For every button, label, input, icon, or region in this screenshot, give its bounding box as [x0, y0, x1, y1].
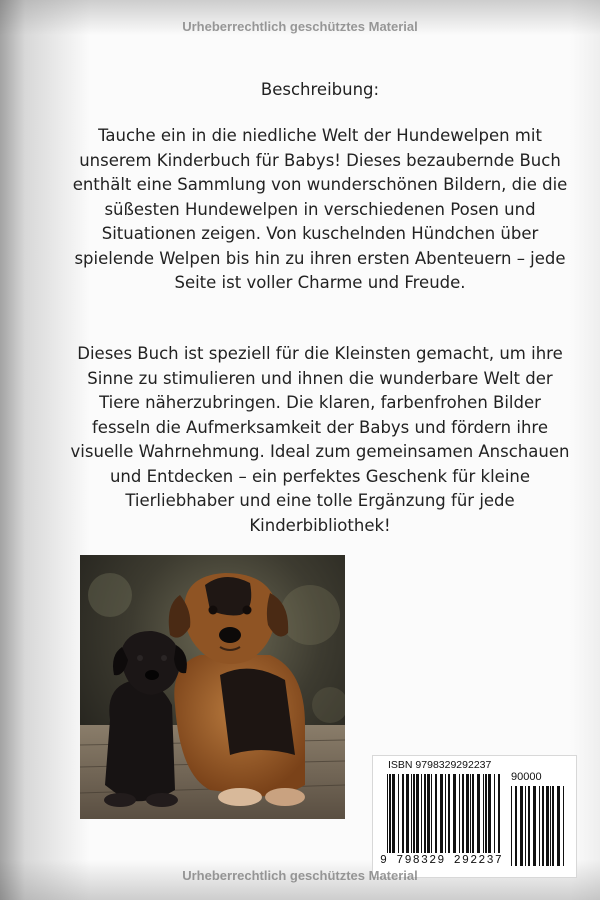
- description-paragraph-2: Dieses Buch ist speziell für die Kleinsten gemacht, um ihre Sinne zu stimulieren und ihnen die wunderbare Welt der Tiere näherzubringen. Die klaren, farbenfrohen Bilder fesseln die Aufmerksamkeit der Babys und fördern ihre visuelle Wahrnehmung. Ideal zum gemeinsamen Anschauen und Entdecken – ein perfektes Geschenk für kleine Tierliebhaber und eine tolle Ergänzung für jede Kinderbibliothek!: [70, 344, 570, 535]
- barcode-bar: [542, 786, 544, 866]
- isbn-label: ISBN 9798329292237: [388, 759, 492, 771]
- barcode-bar: [453, 774, 456, 853]
- price-code: 90000: [511, 771, 542, 783]
- barcode-bar: [470, 774, 471, 853]
- barcode-bar: [406, 774, 409, 853]
- barcode-bar: [550, 786, 551, 866]
- barcode-bar: [416, 774, 419, 853]
- barcode-bar: [477, 774, 480, 853]
- barcode-bar: [424, 774, 426, 853]
- barcode-bar: [392, 774, 395, 853]
- barcode-bar: [485, 774, 487, 853]
- copyright-watermark-top: Urheberrechtlich geschütztes Material: [182, 19, 418, 34]
- barcode-bar: [398, 774, 399, 853]
- barcode-bar: [402, 774, 404, 853]
- barcode-bar: [552, 786, 554, 866]
- barcode-bar: [483, 774, 484, 853]
- barcode-bar: [448, 774, 450, 853]
- barcode-bar: [546, 786, 549, 866]
- barcode-bar: [520, 786, 523, 866]
- isbn-barcode: [372, 755, 577, 878]
- barcode-bar: [427, 774, 430, 853]
- barcode-bar: [431, 774, 432, 853]
- barcode-bar: [528, 786, 530, 866]
- barcode-bar: [488, 774, 491, 853]
- copyright-watermark-bottom: Urheberrechtlich geschütztes Material: [182, 868, 418, 883]
- barcode-bar: [494, 774, 495, 853]
- barcode-bar: [511, 786, 512, 866]
- description-paragraph-1: Tauche ein in die niedliche Welt der Hundewelpen mit unserem Kinderbuch für Babys! Dieses bezaubernde Buch enthält eine Sammlung von wunderschönen Bildern, die die süßesten Hundewelpen in verschiedenen Posen und Situationen zeigen. Von kuschelnden Hündchen über spielende Welpen bis hin zu ihren ersten Abenteuern – jede Seite ist voller Charme und Freude.: [72, 126, 568, 292]
- barcode-bar: [498, 774, 500, 853]
- barcode-bar: [466, 774, 469, 853]
- barcode-bar: [435, 774, 437, 853]
- ean-digits: 9 798329 292237: [380, 854, 504, 867]
- description-heading: Beschreibung:: [260, 80, 380, 99]
- barcode-bar: [421, 774, 422, 853]
- barcode-bar: [413, 774, 415, 853]
- barcode-bar: [389, 774, 391, 853]
- barcode-bar: [387, 774, 388, 853]
- barcode-bar: [515, 786, 517, 866]
- barcode-bar: [445, 774, 446, 853]
- barcode-bar: [563, 786, 564, 866]
- dogs-photo: [80, 555, 345, 819]
- barcode-bar: [557, 786, 560, 866]
- barcode-bar: [462, 774, 464, 853]
- barcode-bar: [459, 774, 460, 853]
- barcode-bar: [525, 786, 526, 866]
- barcode-bar: [472, 774, 474, 853]
- barcode-bar: [411, 774, 412, 853]
- barcode-bar: [539, 786, 540, 866]
- dogs-illustration: [80, 555, 345, 819]
- barcode-bar: [533, 786, 536, 866]
- barcode-bar: [440, 774, 443, 853]
